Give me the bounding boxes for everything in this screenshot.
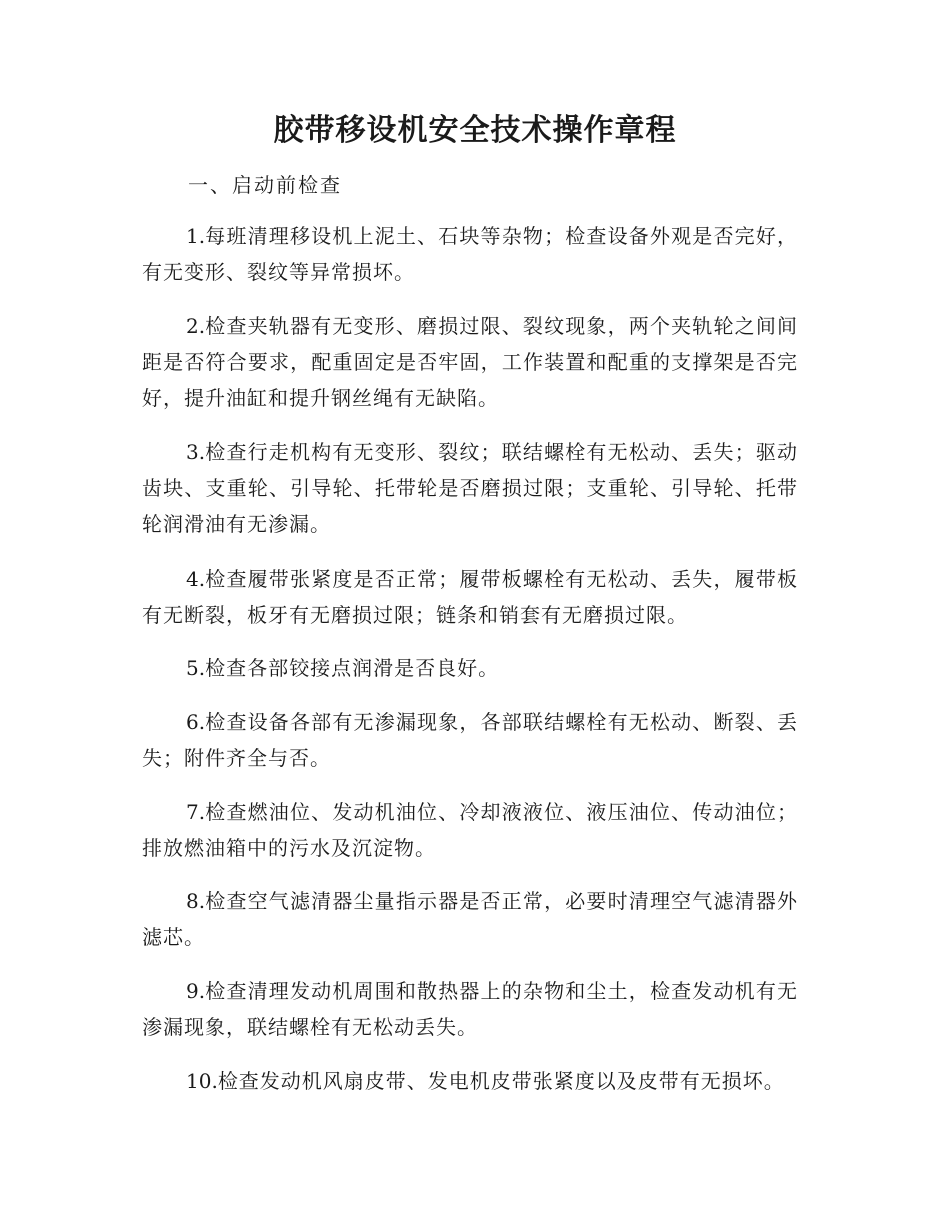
item-number: 4. [186,567,206,591]
item-number: 1. [186,224,206,248]
list-item-4 [142,561,798,633]
list-item-7 [142,794,798,866]
item-text: 检查各部铰接点润滑是否良好。 [205,656,500,680]
list-item-10 [142,1063,798,1099]
item-text: 检查行走机构有无变形、裂纹；联结螺栓有无松动、丢失；驱动齿块、支重轮、引导轮、托带轮是否磨损过限；支重轮、引导轮、托带轮润滑油有无渗漏。 [142,440,798,536]
item-text: 每班清理移设机上泥土、石块等杂物；检查设备外观是否完好，有无变形、裂纹等异常损坏。 [142,224,798,284]
document-title: 胶带移设机安全技术操作章程 [273,113,677,148]
section-heading: 一、启动前检查 [188,173,342,197]
item-text: 检查清理发动机周围和散热器上的杂物和尘土，检查发动机有无渗漏现象，联结螺栓有无松动丢失。 [142,979,798,1039]
item-text: 检查发动机风扇皮带、发电机皮带张紧度以及皮带有无损坏。 [217,1069,785,1093]
item-number: 7. [186,800,206,824]
item-number: 3. [186,440,206,464]
list-item-9 [142,973,798,1045]
list-item-3 [142,434,798,542]
item-number: 2. [186,314,206,338]
item-number: 5. [186,656,206,680]
item-number: 10. [186,1069,218,1093]
item-text: 检查夹轨器有无变形、磨损过限、裂纹现象，两个夹轨轮之间间距是否符合要求，配重固定是否牢固，工作装置和配重的支撑架是否完好，提升油缸和提升钢丝绳有无缺陷。 [142,314,798,410]
item-text: 检查设备各部有无渗漏现象，各部联结螺栓有无松动、断裂、丢失；附件齐全与否。 [142,710,798,770]
item-number: 6. [186,710,206,734]
list-item-6 [142,704,798,776]
list-item-2 [142,308,798,416]
list-item-8 [142,883,798,955]
item-text: 检查燃油位、发动机油位、冷却液液位、液压油位、传动油位；排放燃油箱中的污水及沉淀物。 [142,800,798,860]
item-number: 9. [186,979,206,1003]
item-text: 检查空气滤清器尘量指示器是否正常，必要时清理空气滤清器外滤芯。 [142,889,798,949]
item-text: 检查履带张紧度是否正常；履带板螺栓有无松动、丢失，履带板有无断裂，板牙有无磨损过限；链条和销套有无磨损过限。 [142,567,798,627]
item-number: 8. [186,889,206,913]
list-item-1 [142,218,798,290]
list-item-5 [142,650,798,686]
